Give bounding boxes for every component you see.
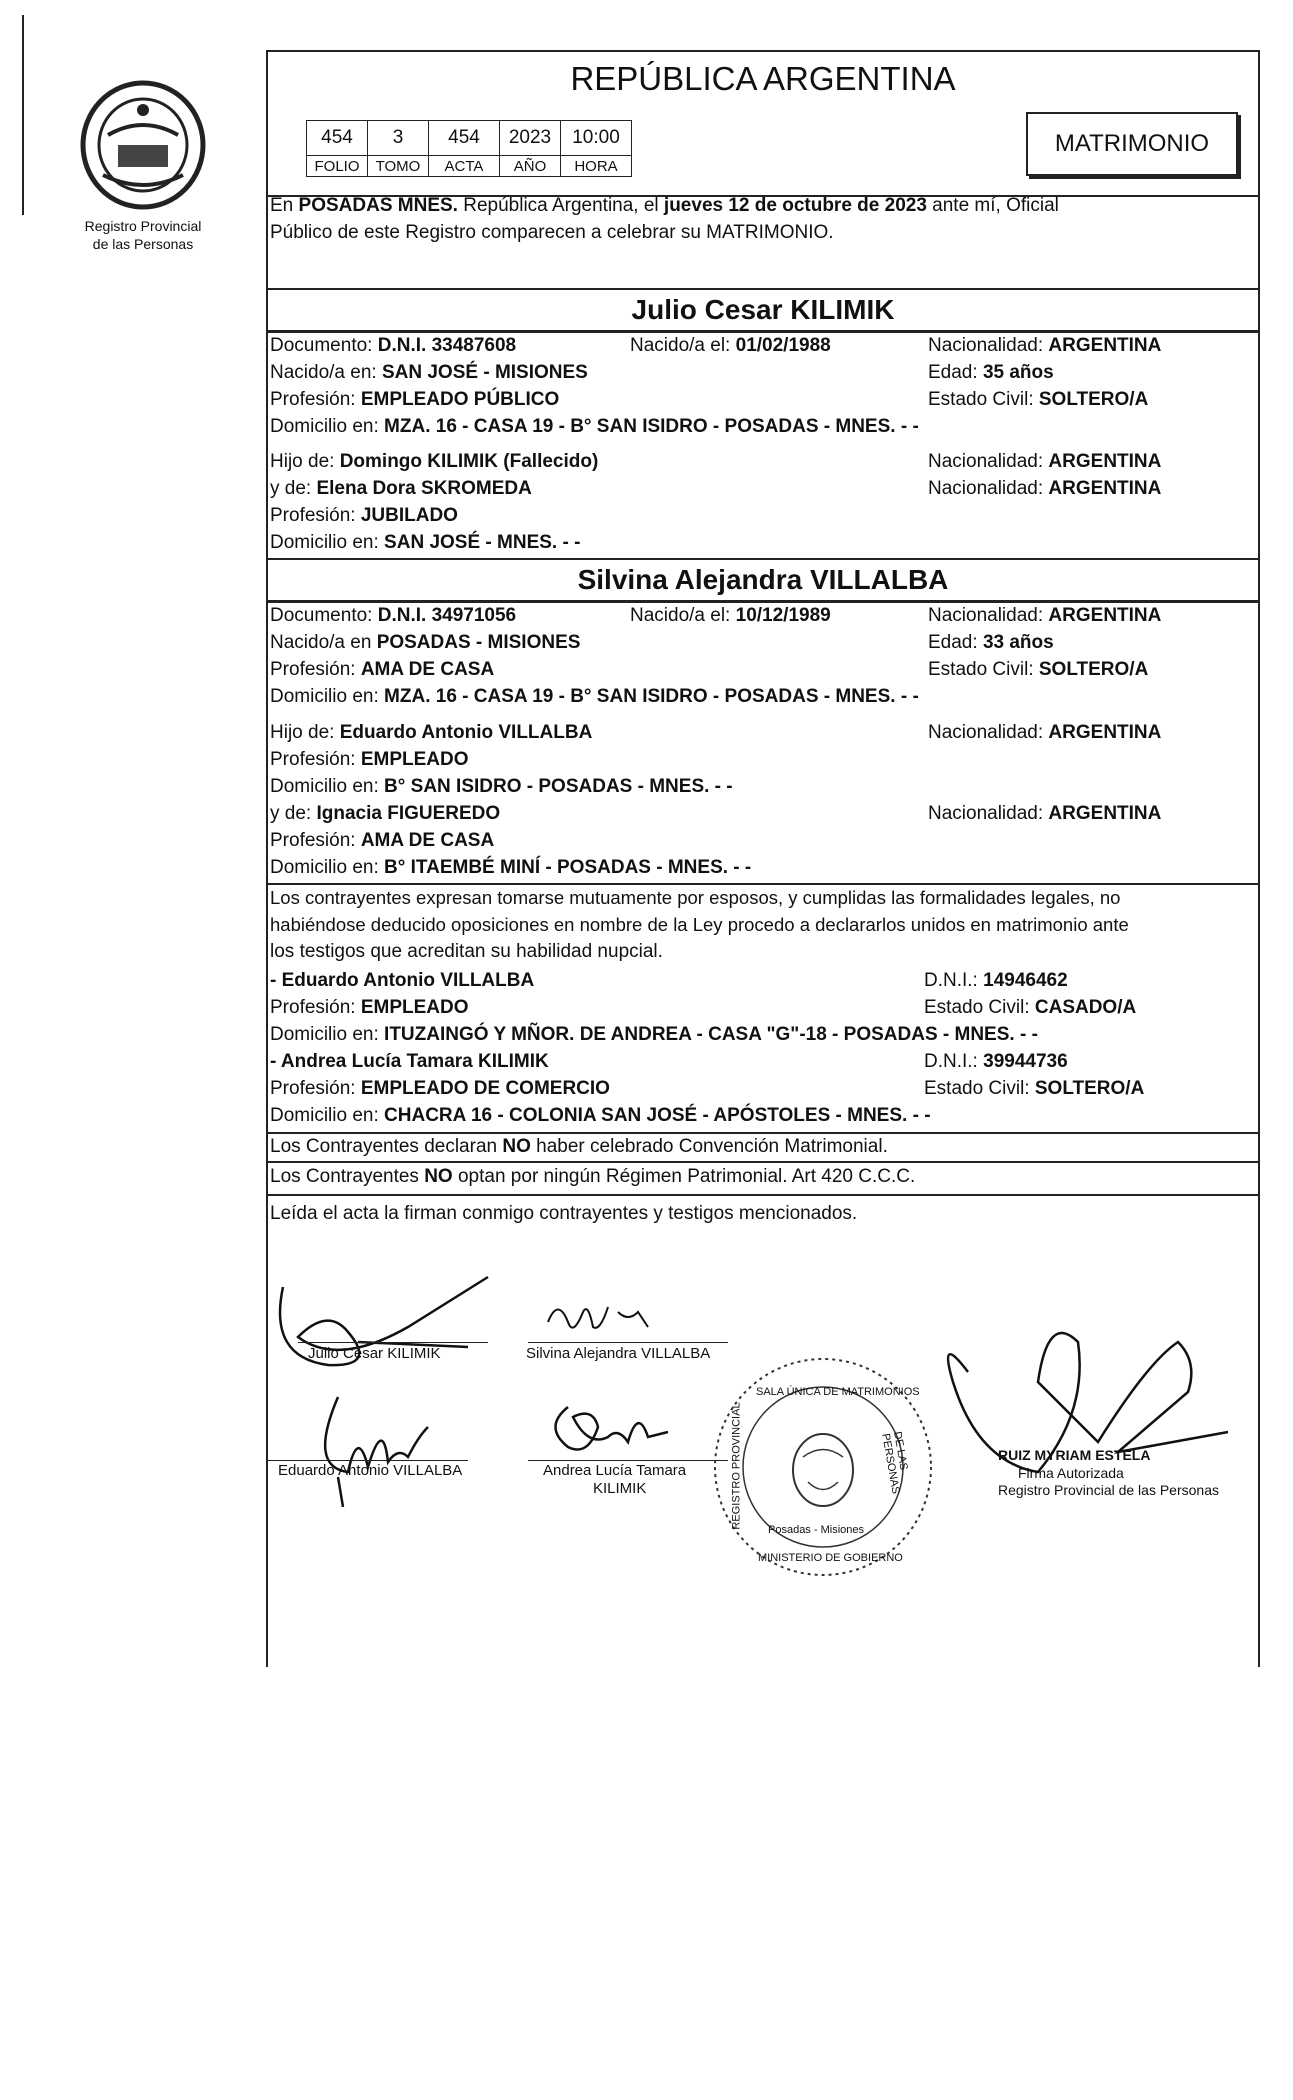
spouse1-father-nat: Nacionalidad: ARGENTINA (928, 451, 1162, 472)
record-header-table (306, 120, 632, 177)
regime-line1: Los Contrayentes declaran NO haber celebrado Convención Matrimonial. (270, 1136, 888, 1157)
time-label: HORA (561, 156, 632, 177)
witness1-dni: D.N.I.: 14946462 (924, 970, 1068, 991)
spouse1-civil: Estado Civil: SOLTERO/A (928, 389, 1149, 410)
year-label: AÑO (500, 156, 561, 177)
intro-line2: Público de este Registro comparecen a celebrar su MATRIMONIO. (270, 222, 834, 243)
spouse2-name: Silvina Alejandra VILLALBA (577, 564, 949, 595)
folio-value: 454 (307, 121, 368, 156)
spouse2-mother-dom: Domicilio en: B° ITAEMBÉ MINÍ - POSADAS - MNES. - - (270, 857, 752, 878)
acta-value: 454 (429, 121, 500, 156)
spouse2-place: Nacido/a en POSADAS - MISIONES (270, 632, 581, 653)
spouse2-prof: Profesión: AMA DE CASA (270, 659, 495, 680)
logo-line2: de las Personas (92, 236, 194, 252)
official-name: RUIZ MYRIAM ESTELA (998, 1447, 1151, 1463)
spouse1-prof: Profesión: EMPLEADO PÚBLICO (270, 389, 560, 410)
spouse2-father-prof: Profesión: EMPLEADO (270, 749, 469, 770)
spouse2-mother: y de: Ignacia FIGUEREDO (270, 803, 501, 824)
rule (268, 558, 1258, 560)
witness2-civil: Estado Civil: SOLTERO/A (924, 1078, 1145, 1099)
signature-label-witness2b: KILIMIK (593, 1480, 647, 1497)
spouse1-name: Julio Cesar KILIMIK (631, 294, 895, 325)
spouse2-doc: Documento: D.N.I. 34971056 (270, 605, 517, 626)
spouse2-born: Nacido/a el: 10/12/1989 (630, 605, 831, 626)
spouse1-parent-prof: Profesión: JUBILADO (270, 505, 458, 526)
spouse1-place: Nacido/a en: SAN JOSÉ - MISIONES (270, 362, 588, 383)
spouse2-age: Edad: 33 años (928, 632, 1054, 653)
witness2-dom: Domicilio en: CHACRA 16 - COLONIA SAN JOSÉ - APÓSTOLES - MNES. - - (270, 1105, 931, 1126)
witness2-dni: D.N.I.: 39944736 (924, 1051, 1068, 1072)
seal-right-text: DE LAS PERSONAS (879, 1430, 910, 1495)
spouse2-father-dom: Domicilio en: B° SAN ISIDRO - POSADAS - MNES. - - (270, 776, 733, 797)
spouse2-mother-nat: Nacionalidad: ARGENTINA (928, 803, 1162, 824)
witness2-name: - Andrea Lucía Tamara KILIMIK (270, 1051, 549, 1072)
witness1-prof: Profesión: EMPLEADO (270, 997, 469, 1018)
spouse1-father: Hijo de: Domingo KILIMIK (Fallecido) (270, 451, 599, 472)
signature-label-spouse1: Julio Cesar KILIMIK (308, 1345, 441, 1362)
signature-spouse2-icon (538, 1292, 668, 1342)
witness2-prof: Profesión: EMPLEADO DE COMERCIO (270, 1078, 610, 1099)
coat-of-arms-icon (68, 75, 218, 215)
spouse2-dom: Domicilio en: MZA. 16 - CASA 19 - B° SAN ISIDRO - POSADAS - MNES. - - (270, 686, 919, 707)
declaration-line3: los testigos que acreditan su habilidad nupcial. (270, 941, 663, 962)
declaration-line1: Los contrayentes expresan tomarse mutuamente por esposos, y cumplidas las formalidades legales, no (270, 887, 1121, 908)
spouse2-father-nat: Nacionalidad: ARGENTINA (928, 722, 1162, 743)
signature-line (268, 1460, 468, 1461)
spouse2-mother-prof: Profesión: AMA DE CASA (270, 830, 495, 851)
seal-top-text: SALA ÚNICA DE MATRIMONIOS (756, 1386, 920, 1398)
seal-bottom-text: MINISTERIO DE GOBIERNO (758, 1552, 903, 1564)
marriage-certificate (266, 50, 1260, 1667)
provincial-logo (68, 75, 218, 265)
logo-line1: Registro Provincial (84, 218, 202, 234)
witness1-name: - Eduardo Antonio VILLALBA (270, 970, 535, 991)
signature-line (528, 1342, 728, 1343)
spouse1-mother-nat: Nacionalidad: ARGENTINA (928, 478, 1162, 499)
acta-label: ACTA (429, 156, 500, 177)
spouse1-mother: y de: Elena Dora SKROMEDA (270, 478, 532, 499)
time-value: 10:00 (561, 121, 632, 156)
signature-line (528, 1460, 728, 1461)
spouse1-born: Nacido/a el: 01/02/1988 (630, 335, 831, 356)
rule (268, 288, 1258, 290)
spouse1-parent-dom: Domicilio en: SAN JOSÉ - MNES. - - (270, 532, 581, 553)
spouse1-dom: Domicilio en: MZA. 16 - CASA 19 - B° SAN ISIDRO - POSADAS - MNES. - - (270, 416, 919, 437)
signature-label-witness1: Eduardo Antonio VILLALBA (278, 1462, 463, 1479)
spouse2-civil: Estado Civil: SOLTERO/A (928, 659, 1149, 680)
margin-line (22, 15, 24, 215)
folio-label: FOLIO (307, 156, 368, 177)
seal-city-text: Posadas - Misiones (768, 1524, 864, 1536)
official-seal (708, 1352, 938, 1582)
spouse1-age: Edad: 35 años (928, 362, 1054, 383)
spouse1-nat: Nacionalidad: ARGENTINA (928, 335, 1162, 356)
signature-witness1-icon (298, 1387, 458, 1507)
certificate-type-box: MATRIMONIO (1026, 112, 1238, 176)
seal-left-text: REGISTRO PROVINCIAL (730, 1402, 743, 1530)
year-value: 2023 (500, 121, 561, 156)
witness1-dom: Domicilio en: ITUZAINGÓ Y MÑOR. DE ANDREA - CASA "G"-18 - POSADAS - MNES. - - (270, 1024, 1038, 1045)
witness1-civil: Estado Civil: CASADO/A (924, 997, 1137, 1018)
tomo-label: TOMO (368, 156, 429, 177)
closing-text: Leída el acta la firman conmigo contrayentes y testigos mencionados. (270, 1203, 858, 1224)
tomo-value: 3 (368, 121, 429, 156)
spouse1-doc: Documento: D.N.I. 33487608 (270, 335, 517, 356)
signature-label-spouse2: Silvina Alejandra VILLALBA (526, 1345, 711, 1362)
document-title: REPÚBLICA ARGENTINA (570, 60, 956, 97)
intro-line1: En POSADAS MNES. República Argentina, el jueves 12 de octubre de 2023 ante mí, Oficial (270, 195, 1059, 216)
spouse2-nat: Nacionalidad: ARGENTINA (928, 605, 1162, 626)
declaration-line2: habiéndose deducido oposiciones en nombre de la Ley procedo a declararlos unidos en matrimonio ante (270, 914, 1129, 935)
spouse2-father: Hijo de: Eduardo Antonio VILLALBA (270, 722, 593, 743)
signature-label-witness2a: Andrea Lucía Tamara (543, 1462, 687, 1479)
rule (268, 1194, 1258, 1196)
official-office: Registro Provincial de las Personas (998, 1482, 1219, 1498)
signature-line (298, 1342, 488, 1343)
regime-line2: Los Contrayentes NO optan por ningún Régimen Patrimonial. Art 420 C.C.C. (270, 1166, 916, 1187)
signature-witness2-icon (538, 1387, 678, 1467)
official-title: Firma Autorizada (1018, 1465, 1124, 1481)
